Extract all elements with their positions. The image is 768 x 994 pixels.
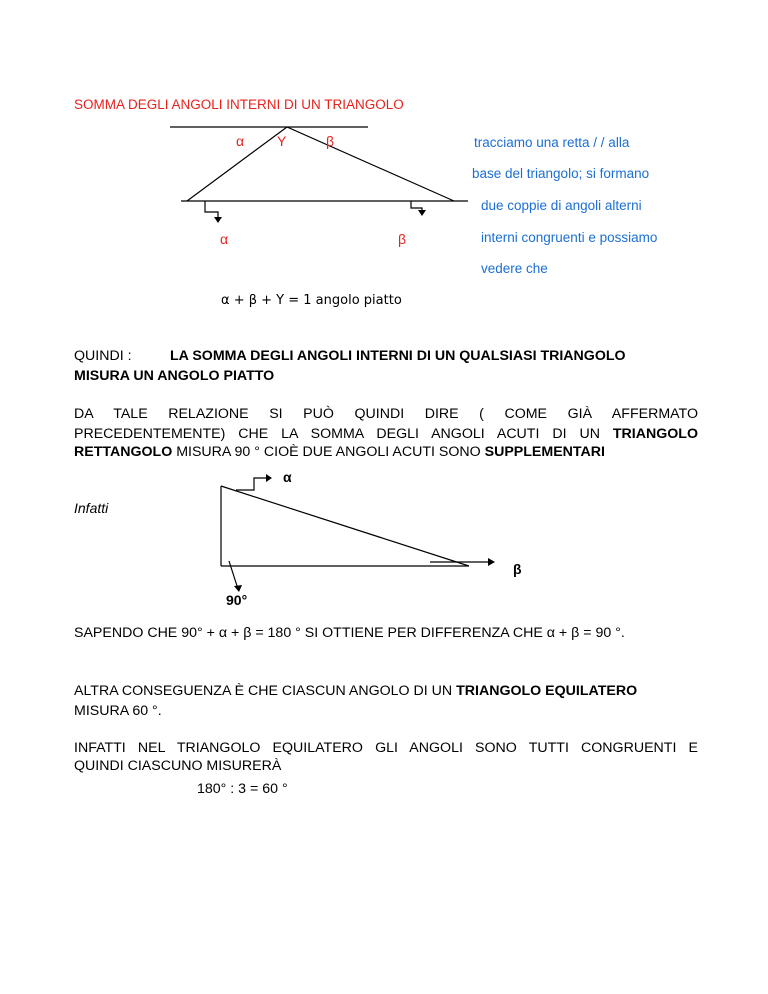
alpha-arrowhead [214, 217, 222, 223]
paragraph-2-line2 [74, 424, 698, 444]
right-angle-marker-arrowhead [234, 585, 242, 592]
paragraph-3: SAPENDO CHE 90° + α + β = 180 ° SI OTTIENE PER DIFFERENZA CHE α + β = 90 °. [74, 625, 625, 641]
alpha-marker-arrowhead [266, 474, 272, 482]
note-line-2: base del triangolo; si formano [472, 166, 650, 181]
top-gamma-label: Y [277, 133, 287, 149]
paragraph-4-line1 [74, 683, 637, 699]
bottom-alpha-label: α [220, 231, 229, 247]
p2-line3-text: MISURA 90 ° CIOÈ DUE ANGOLI ACUTI SONO [172, 444, 485, 460]
p2-line2-bold: TRIANGOLO [612, 426, 698, 442]
note-line-4: interni congruenti e possiamo [481, 230, 658, 245]
theorem-statement-line1: LA SOMMA DEGLI ANGOLI INTERNI DI UN QUALSIASI TRIANGOLO [170, 348, 626, 364]
angle-sum-equation: α + β + Y = 1 angolo piatto [221, 293, 402, 308]
note-line-1: tracciamo una retta / / alla [474, 135, 630, 150]
fig2-beta-label: β [513, 561, 522, 577]
paragraph-5-line1: INFATTI NEL TRIANGOLO EQUILATERO GLI ANGOLI SONO TUTTI CONGRUENTI E [74, 740, 698, 756]
paragraph-2-line3 [74, 444, 605, 460]
note-line-5: vedere che [481, 261, 548, 276]
triangle-right-side [287, 127, 454, 201]
theorem-statement-line2: MISURA UN ANGOLO PIATTO [74, 368, 275, 384]
paragraph-2-line1: DA TALE RELAZIONE SI PUÒ QUINDI DIRE ( COME GIÀ AFFERMATO [74, 406, 698, 422]
beta-arrowhead [418, 210, 426, 216]
note-line-3: due coppie di angoli alterni [481, 198, 642, 213]
page-title: SOMMA DEGLI ANGOLI INTERNI DI UN TRIANGOLO [74, 97, 404, 112]
fig2-alpha-label: α [283, 469, 292, 485]
alpha-marker-line [236, 478, 268, 490]
p4-bold: TRIANGOLO EQUILATERO [456, 683, 638, 699]
right-angle-marker-line [229, 561, 238, 589]
infatti-label: Infatti [74, 500, 109, 516]
right-triangle-hypotenuse [221, 486, 469, 566]
p2-line3-bold1: RETTANGOLO [74, 444, 173, 460]
paragraph-5-line2: QUINDI CIASCUNO MISURERÀ [74, 758, 282, 774]
p2-line3-bold2: SUPPLEMENTARI [484, 444, 605, 460]
top-beta-label: β [326, 133, 335, 149]
paragraph-6: 180° : 3 = 60 ° [197, 781, 288, 797]
quindi-lead: QUINDI : [74, 348, 132, 364]
p2-line2-text: PRECEDENTEMENTE) CHE LA SOMMA DEGLI ANGOLI ACUTI DI UN [74, 426, 613, 442]
alpha-arrow [205, 201, 218, 219]
p4-text: ALTRA CONSEGUENZA È CHE CIASCUN ANGOLO DI UN [74, 683, 457, 699]
top-alpha-label: α [236, 133, 245, 149]
paragraph-4-line2: MISURA 60 °. [74, 703, 162, 719]
fig2-right-angle-label: 90° [226, 592, 248, 608]
beta-marker-arrowhead [488, 558, 495, 566]
bottom-beta-label: β [398, 231, 407, 247]
